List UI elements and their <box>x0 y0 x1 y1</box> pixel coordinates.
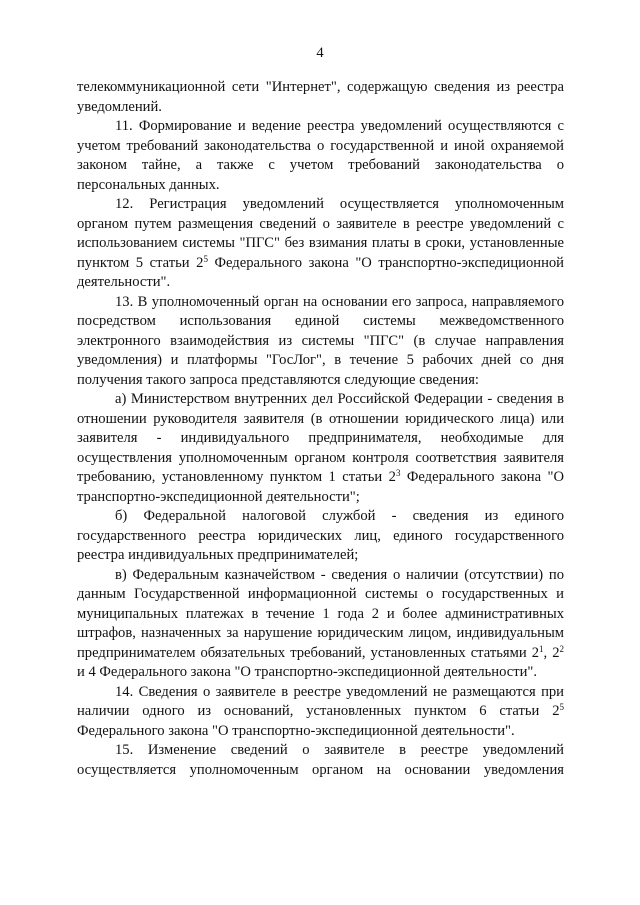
paragraph-13-b: б) Федеральной налоговой службой - сведения из единого государственного реестра юридических лиц, единого государственного реестра индивидуальных предпринимателей; <box>77 508 564 563</box>
page-number: 4 <box>316 45 324 61</box>
document-body <box>77 78 564 780</box>
paragraph-11: 11. Формирование и ведение реестра уведомлений осуществляются с учетом требований законодательства о государственной и иной охраняемой законом тайне, а также с учетом требований законодательства о персональных данных. <box>77 118 564 193</box>
paragraph-15: 15. Изменение сведений о заявителе в реестре уведомлений осуществляется уполномоченным органом на основании уведомления <box>77 742 564 778</box>
paragraph-13-a: а) Министерством внутренних дел Российской Федерации - сведения в отношении руководителя заявителя (в отношении юридического лица) или заявителя - индивидуального предпринимателя, необходимые для осуществления уполномоченным органом контроля соответствия заявителя требованию, установленному пунктом 1 статьи $2^3$ Федерального закона "О транспортно-экспедиционной деятельности"; <box>77 391 564 505</box>
paragraph-12: 12. Регистрация уведомлений осуществляется уполномоченным органом путем размещения сведений о заявителе в реестре уведомлений с использованием системы "ПГС" без взимания платы в сроки, установленные пунктом 5 статьи $2^5$ Федерального закона "О транспортно-экспедиционной деятельности". <box>77 196 564 290</box>
paragraph-14: 14. Сведения о заявителе в реестре уведомлений не размещаются при наличии одного из оснований, установленных пунктом 6 статьи $2^5$ Федерального закона "О транспортно-экспедиционной деятельности". <box>77 683 564 739</box>
paragraph-13-c: в) Федеральным казначейством - сведения о наличии (отсутствии) по данным Государственной информационной системы о государственных и муниципальных платежах в течение 1 года 2 и более административных штрафов, назначенных за нарушение юридическим лицом, индивидуальным предпринимателем обязательных требований, установленных статьями $2^1$, $2^2$ и 4 Федерального закона "О транспортно-экспедиционной деятельности". <box>77 566 565 680</box>
paragraph-13: 13. В уполномоченный орган на основании его запроса, направляемого посредством использования единой системы межведомственного электронного взаимодействия из системы "ПГС" (в случае направления уведомления) и платформы "ГосЛог", в течение 5 рабочих дней со дня получения такого запроса представляются следующие сведения: <box>77 293 564 388</box>
paragraph-continuation: телекоммуникационной сети "Интернет", содержащую сведения из реестра уведомлений. <box>77 79 564 115</box>
